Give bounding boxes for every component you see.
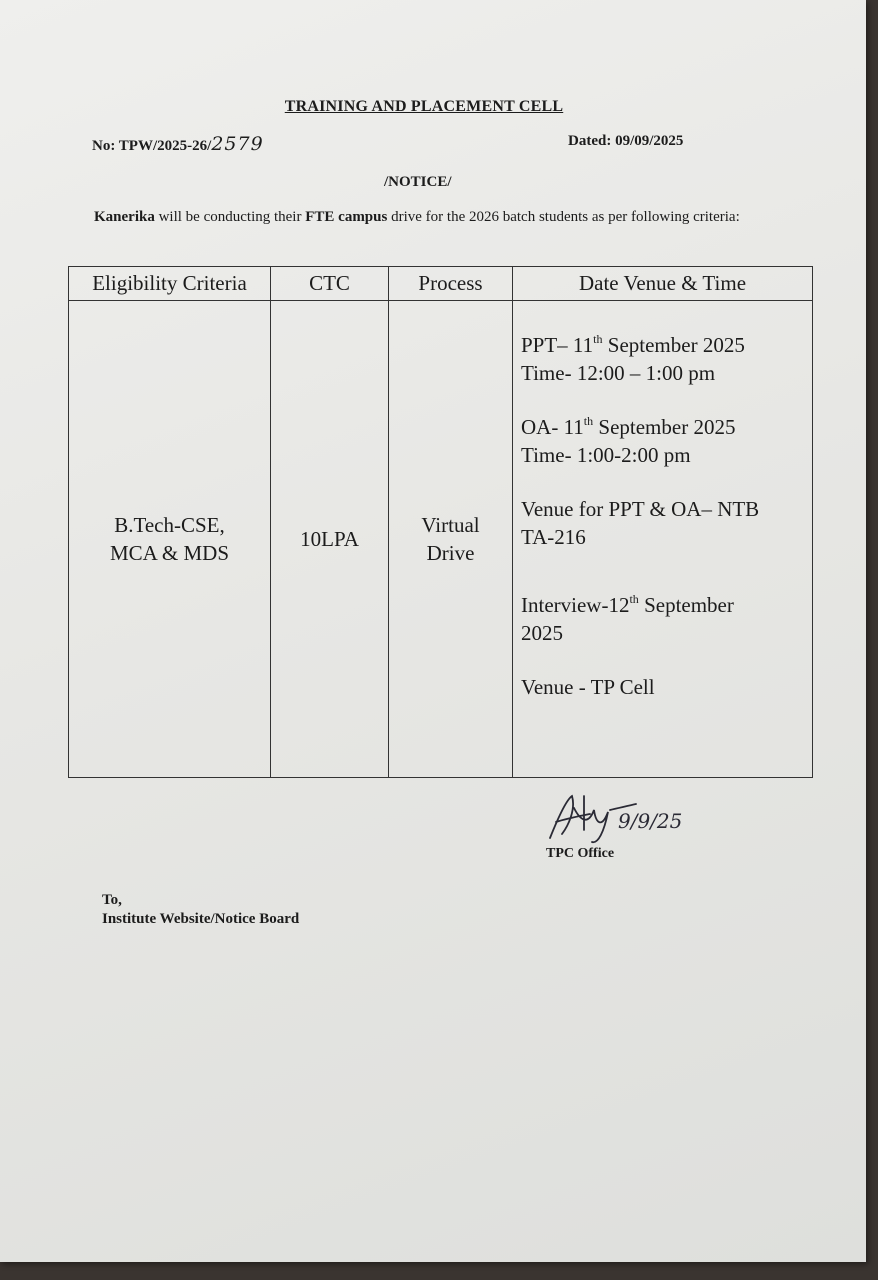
process-line-2: Drive	[426, 541, 475, 565]
interview-year: 2025	[521, 621, 563, 645]
interview-date-suffix: September	[638, 593, 734, 617]
ppt-date-ordinal: th	[593, 332, 603, 346]
table-header-row	[69, 267, 813, 301]
ppt-slot	[521, 331, 806, 387]
notice-heading: TRAINING AND PLACEMENT CELL	[284, 98, 564, 115]
interview-date	[521, 591, 806, 619]
oa-date	[521, 413, 806, 441]
ppt-oa-venue	[521, 495, 806, 551]
oa-date-prefix: OA- 11	[521, 415, 584, 439]
eligibility-line-1: B.Tech-CSE,	[114, 513, 225, 537]
reference-number-label: No: TPW/2025-26/	[92, 138, 212, 154]
header-eligibility: Eligibility Criteria	[69, 267, 271, 301]
reference-number	[92, 133, 264, 155]
table-row	[69, 301, 813, 778]
criteria-table	[68, 266, 813, 778]
reference-number-handwritten: 2579	[211, 133, 264, 155]
notice-date: Dated: 09/09/2025	[568, 133, 684, 149]
eligibility-cell	[69, 301, 271, 778]
signature-date: 9/9/25	[618, 809, 683, 833]
interview-date-ordinal: th	[629, 592, 639, 606]
header-date-venue-time: Date Venue & Time	[513, 267, 813, 301]
header-process: Process	[389, 267, 513, 301]
eligibility-line-2: MCA & MDS	[109, 541, 230, 565]
oa-slot	[521, 413, 806, 469]
interview-date-prefix: Interview-12	[521, 593, 630, 617]
process-line-1: Virtual	[421, 513, 480, 537]
ppt-date	[521, 331, 806, 359]
intro-text-1: will be conducting their	[154, 209, 306, 225]
oa-date-suffix: September 2025	[593, 415, 736, 439]
signature	[544, 786, 704, 846]
interview-slot	[521, 591, 806, 647]
notice-intro	[94, 207, 754, 227]
venue-line-1: Venue for PPT & OA– NTB	[521, 497, 760, 521]
venue-line-2: TA-216	[521, 525, 586, 549]
header-ctc: CTC	[271, 267, 389, 301]
company-name: Kanerika	[94, 209, 155, 225]
process-cell	[389, 301, 513, 778]
recipient: Institute Website/Notice Board	[102, 911, 300, 927]
ppt-time: Time- 12:00 – 1:00 pm	[521, 361, 716, 385]
drive-type: FTE campus	[305, 209, 388, 225]
office-name: TPC Office	[546, 846, 615, 861]
notice-title: /NOTICE/	[384, 174, 452, 190]
ppt-date-suffix: September 2025	[602, 333, 745, 357]
recipient-salutation: To,	[102, 892, 122, 908]
oa-time: Time- 1:00-2:00 pm	[521, 443, 691, 467]
intro-text-2: drive for the 2026 batch students as per following criteria:	[387, 209, 740, 225]
ppt-date-prefix: PPT– 11	[521, 333, 594, 357]
schedule-cell	[513, 301, 813, 778]
interview-venue: Venue - TP Cell	[521, 675, 655, 699]
ctc-cell: 10LPA	[271, 301, 389, 778]
oa-date-ordinal: th	[583, 414, 594, 428]
